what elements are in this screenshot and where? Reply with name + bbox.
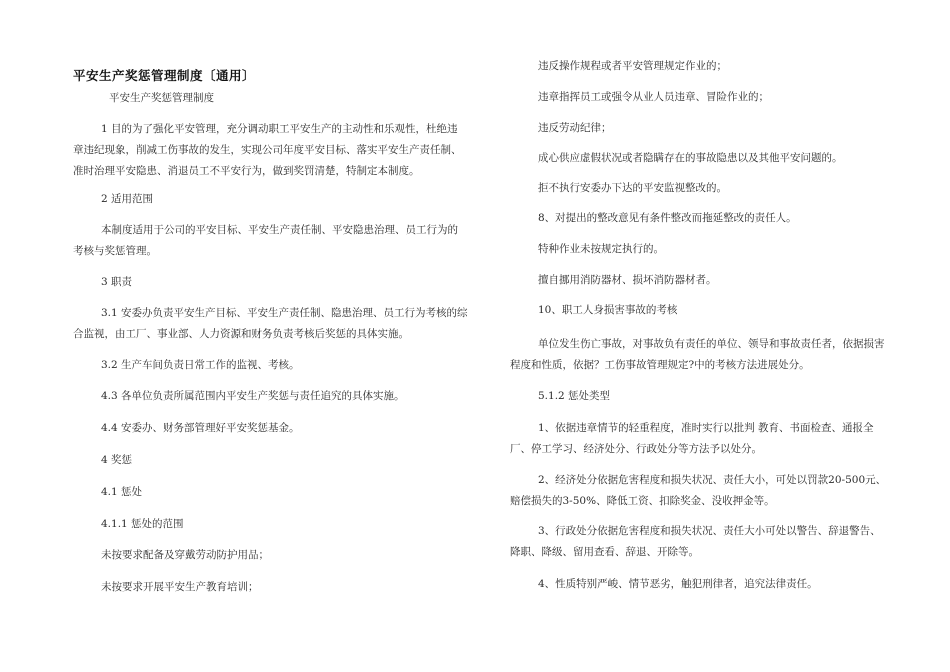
paragraph-injury-assessment: 单位发生伤亡事故，对事故负有责任的单位、领导和事故责任者，依据损害程度和性质，依据？工伤事故管理规定?中的考核方法进展处分。	[510, 338, 885, 371]
paragraph-purpose: 1 目的为了强化平安管理，充分调动职工平安生产的主动性和乐观性，杜绝违章违纪现象，削减工伤事故的发生，实现公司年度平安目标、落实平安生产责任制、准时治理平安隐患、消退员工不平安行为，做到奖罚清楚，特制定本制度。	[73, 123, 462, 177]
list-item: 成心供应虚假状况或者隐瞒存在的事故隐患以及其他平安问题的。	[538, 152, 843, 164]
document-title: 平安生产奖惩管理制度〔通用〕	[73, 68, 256, 83]
heading-injury-assessment: 10、职工人身损害事故的考核	[538, 304, 678, 316]
paragraph-duty-4-4: 4.4 安委办、财务部管理好平安奖惩基金。	[101, 422, 300, 434]
paragraph-duty-3-1: 3.1 安委办负责平安生产目标、平安生产责任制、隐患治理、员工行为考核的综合监视，由工厂、事业部、人力资源和财务负责考核后奖惩的具体实施。	[73, 307, 468, 340]
list-item: 违反操作规程或者平安管理规定作业的；	[538, 60, 727, 72]
heading-scope: 2 适用范围	[101, 193, 154, 205]
list-item: 8、对提出的整改意见有条件整改而拖延整改的责任人。	[538, 212, 797, 224]
paragraph-penalty-type-4: 4、性质特别严峻、情节恶劣，触犯刑律者，追究法律责任。	[538, 578, 818, 590]
heading-penalty-types: 5.1.2 惩处类型	[538, 390, 611, 402]
paragraph-scope: 本制度适用于公司的平安目标、平安生产责任制、平安隐患治理、员工行为的考核与奖惩管理。	[73, 224, 458, 257]
list-item: 擅自挪用消防器材、损坏消防器材者。	[538, 274, 717, 286]
paragraph-penalty-type-3: 3、行政处分依据危害程度和损失状况、责任大小可处以警告、辞退警告、降职、降级、留用查看、辞退、开除等。	[510, 525, 881, 558]
list-item: 特种作业未按规定执行的。	[538, 243, 664, 255]
paragraph-penalty-type-2: 2、经济处分依据危害程度和损失状况、责任大小，可处以罚款20-500元、赔偿损失的3-50%、降低工资、扣除奖金、没收押金等。	[510, 474, 887, 507]
list-item: 未按要求开展平安生产教育培训；	[101, 581, 259, 593]
subtitle: 平安生产奖惩管理制度	[109, 92, 214, 104]
paragraph-penalty-type-1: 1、依据违章情节的轻重程度，准时实行以批判 教育、书面检查、通报全厂、停工学习、经济处分、行政处分等方法予以处分。	[510, 422, 874, 455]
paragraph-duty-3-2: 3.2 生产车间负责日常工作的监视、考核。	[101, 359, 300, 371]
list-item: 违反劳动纪律；	[538, 122, 612, 134]
heading-duties: 3 职责	[101, 276, 133, 288]
list-item: 拒不执行安委办下达的平安监视整改的。	[538, 182, 727, 194]
heading-penalty-scope: 4.1.1 惩处的范围	[101, 518, 184, 530]
list-item: 未按要求配备及穿戴劳动防护用品；	[101, 549, 269, 561]
list-item: 违章指挥员工或强令从业人员违章、冒险作业的；	[538, 91, 769, 103]
paragraph-duty-4-3: 4.3 各单位负责所属范围内平安生产奖惩与责任追究的具体实施。	[101, 390, 405, 402]
heading-rewards-penalties: 4 奖惩	[101, 454, 133, 466]
heading-penalty: 4.1 惩处	[101, 486, 143, 498]
